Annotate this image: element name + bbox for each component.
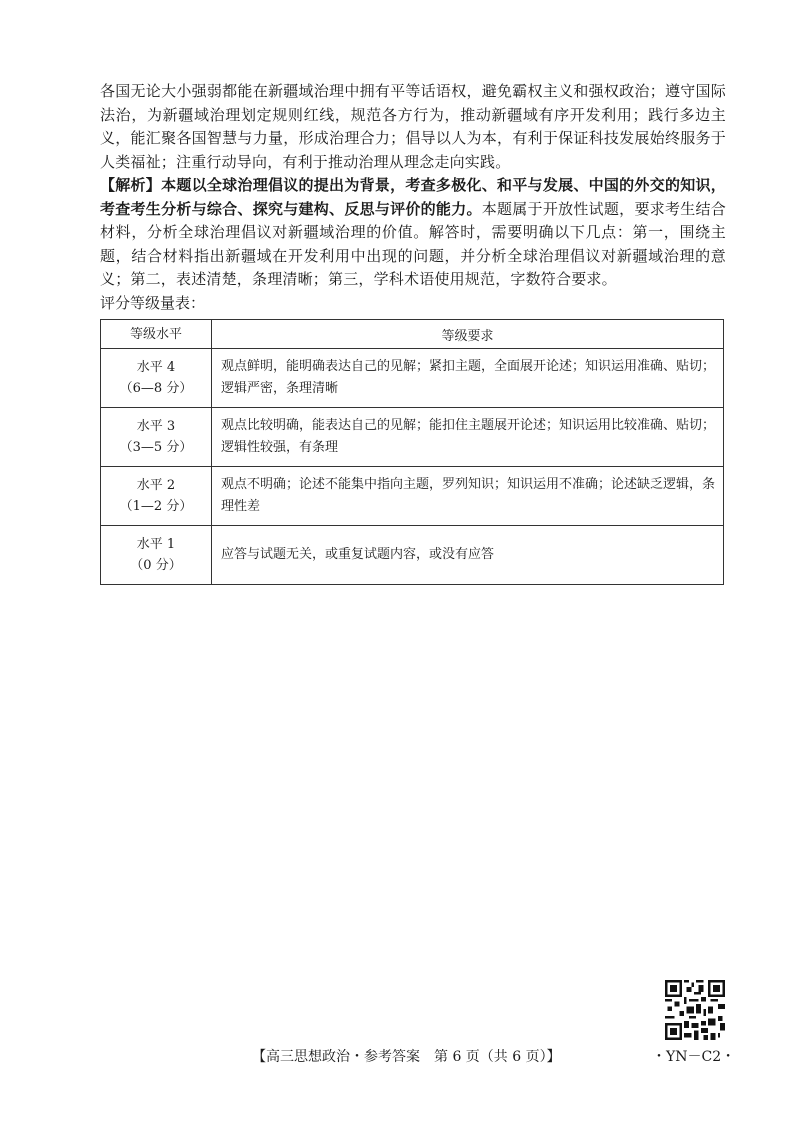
level-cell [101,408,212,467]
footer-code: ・YN－C2・ [652,1049,736,1065]
answer-paragraph: 各国无论大小强弱都能在新疆域治理中拥有平等话语权，避免霸权主义和强权政治；遵守国际法治，为新疆域治理划定规则红线，规范各方行为，推动新疆域有序开发利用；践行多边主义，能汇聚各国智慧与力量，形成治理合力；倡导以人为本，有利于保证科技发展始终服务于人类福祉；注重行动导向，有利于推动治理从理念走向实践。 [100,82,726,171]
qr-code-icon [665,980,725,1040]
analysis-paragraph [100,174,726,292]
level-score: （0 分） [130,558,182,573]
header-requirement: 等级要求 [212,320,724,349]
table-row [101,349,724,408]
level-name: 水平 1 [136,537,176,552]
requirement-cell: 观点比较明确，能表达自己的见解；能扣住主题展开论述；知识运用比较准确、贴切；逻辑性较强，有条理 [212,408,724,467]
table-row [101,408,724,467]
level-cell [101,349,212,408]
page-footer [0,1046,800,1070]
table-title: 评分等级量表： [100,293,206,312]
level-name: 水平 4 [136,360,176,375]
requirement-cell: 观点鲜明，能明确表达自己的见解；紧扣主题，全面展开论述；知识运用准确、贴切；逻辑严密，条理清晰 [212,349,724,408]
requirement-cell: 应答与试题无关，或重复试题内容，或没有应答 [212,526,724,585]
table-row [101,526,724,585]
level-score: （6—8 分） [119,381,193,396]
analysis-lead: 【解析】本题以全球治理倡议的提出为背景，考查多极化、和平与发展、中国的外交的知识，考查考生分析与综合、探究与建构、反思与评价的能力。 [100,176,726,218]
grading-table [100,319,724,585]
level-score: （3—5 分） [119,440,193,455]
table-row [101,467,724,526]
level-name: 水平 3 [136,419,176,434]
footer-page-info: 【高三思想政治・参考答案 第 6 页（共 6 页）】 [252,1049,561,1065]
level-cell [101,467,212,526]
analysis-body: 本题属于开放性试题，要求考生结合材料，分析全球治理倡议对新疆域治理的价值。解答时，需要明确以下几点：第一，围绕主题，结合材料指出新疆域在开发利用中出现的问题，并分析全球治理倡议对新疆域治理的意义；第二，表述清楚，条理清晰；第三，学科术语使用规范，字数符合要求。 [100,199,726,288]
requirement-cell: 观点不明确；论述不能集中指向主题，罗列知识；知识运用不准确；论述缺乏逻辑，条理性差 [212,467,724,526]
table-header-row [101,320,724,349]
level-score: （1—2 分） [119,499,193,514]
header-level: 等级水平 [101,320,212,349]
level-name: 水平 2 [136,478,176,493]
level-cell [101,526,212,585]
document-body [100,80,726,585]
